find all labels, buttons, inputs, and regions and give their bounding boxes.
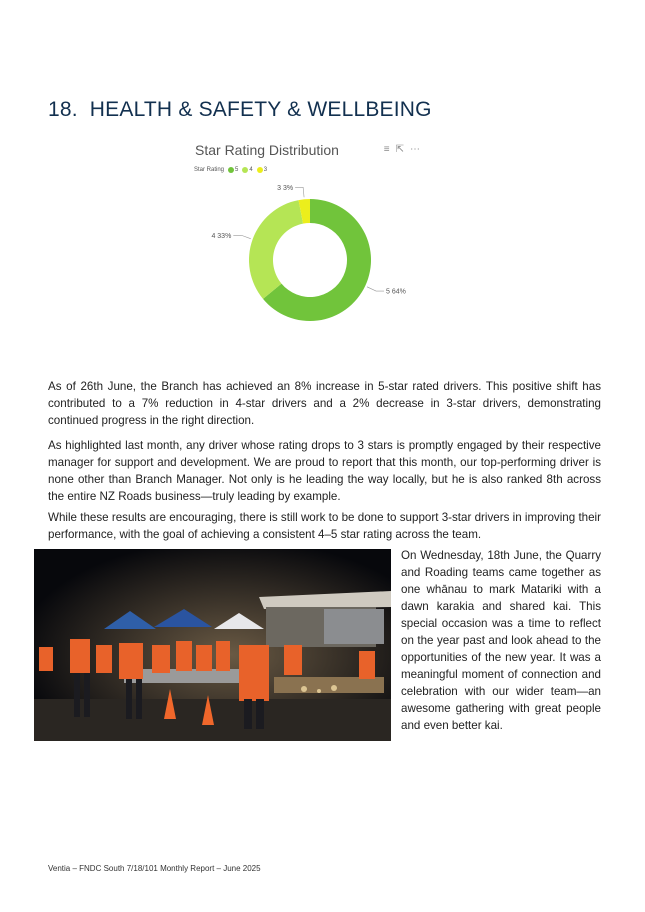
data-label-5: 5 64% [386, 288, 406, 296]
section-title: HEALTH & SAFETY & WELLBEING [89, 98, 432, 121]
data-label-3: 3 3% [277, 184, 294, 192]
section-heading [48, 98, 432, 122]
star-rating-chart [190, 138, 440, 333]
leader-line-3 [295, 187, 304, 197]
paragraph-2: As highlighted last month, any driver whose rating drops to 3 stars is promptly engaged by their respective manager for support and development. We are proud to report that this month, our top-performing driver is none other than Branch Manager. Not only is he leading the way locally, but he is also ranked 8th across the entire NZ Roads business—truly leading by example. [48, 439, 601, 503]
page-footer: Ventia – FNDC South 7/18/101 Monthly Report – June 2025 [48, 864, 261, 873]
leader-line-5 [367, 287, 384, 291]
data-label-4: 4 33% [211, 232, 232, 240]
donut-slice-4 [249, 200, 303, 299]
legend-label-5: 5 [235, 167, 239, 173]
section-number: 18. [48, 98, 78, 121]
photo-illustration [34, 549, 391, 741]
donut-chart [190, 138, 440, 333]
legend-label-4: 4 [249, 167, 253, 173]
legend-title: Star Rating [194, 167, 225, 173]
paragraph-3: While these results are encouraging, there is still work to be done to support 3-star drivers in improving their performance, with the goal of achieving a consistent 4–5 star rating across the team. [48, 511, 601, 541]
event-description: On Wednesday, 18th June, the Quarry and Roading teams came together as one whānau to mark Matariki with a dawn karakia and shared kai. This special occasion was a time to reflect on the year past and look ahead to the opportunities of the new year. It was a meaningful moment of connection and celebration with our wider team—an awesome gathering with great people and even better kai. [401, 549, 601, 732]
paragraph-1: As of 26th June, the Branch has achieved an 8% increase in 5-star rated drivers. This positive shift has contributed to a 7% reduction in 4-star drivers and a 2% decrease in 3-star drivers, demonstrating continued progress in the right direction. [48, 380, 601, 427]
chart-title: Star Rating Distribution [195, 142, 339, 158]
more-icon[interactable]: ⋯ [410, 144, 426, 155]
matariki-event-photo [34, 549, 391, 741]
leader-line-4 [233, 235, 250, 238]
legend-label-3: 3 [263, 167, 268, 173]
filter-icon[interactable]: ≡ [383, 144, 396, 155]
expand-icon[interactable]: ⇱ [395, 144, 410, 155]
